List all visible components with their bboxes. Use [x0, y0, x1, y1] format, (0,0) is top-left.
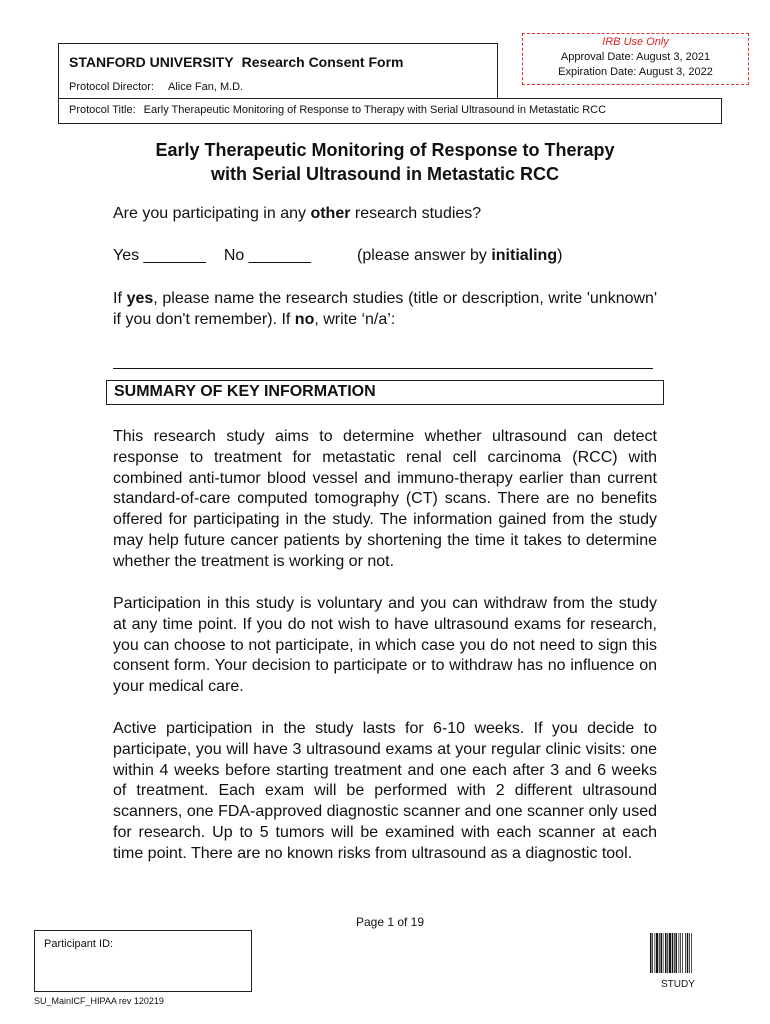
participant-id-box[interactable]	[34, 930, 252, 992]
barcode-bar	[659, 933, 660, 973]
no-initial-field[interactable]: No _______	[223, 247, 312, 264]
barcode-bar	[679, 933, 680, 973]
note-emphasis: initialing	[491, 247, 558, 264]
question-emphasis: other	[310, 205, 351, 222]
barcode-bar	[655, 933, 656, 973]
question-text: Are you participating in any	[113, 205, 311, 222]
instr-yes: yes	[126, 290, 154, 307]
protocol-title-label: Protocol Title:	[69, 104, 136, 116]
barcode-bar	[691, 933, 692, 973]
note-text: (please answer by	[357, 247, 492, 264]
barcode-bar	[676, 933, 678, 973]
document-title	[60, 138, 710, 186]
barcode-bar	[680, 933, 681, 973]
summary-heading: SUMMARY OF KEY INFORMATION	[106, 380, 664, 405]
initialing-note	[357, 247, 562, 264]
barcode-bar	[663, 933, 664, 973]
barcode-bar	[667, 933, 668, 973]
header-box	[58, 43, 498, 99]
barcode-bar	[665, 933, 667, 973]
barcode-bar	[687, 933, 689, 973]
answer-blank-line[interactable]	[113, 368, 653, 369]
protocol-director-line	[69, 81, 243, 93]
university-name: STANFORD UNIVERSITY	[69, 54, 234, 70]
instr-text-2: , please name the research studies (title or description, write 'unknown' if you don't remember). If	[113, 290, 657, 328]
barcode-bar	[650, 933, 652, 973]
director-name: Alice Fan, M.D.	[167, 81, 244, 93]
if-yes-instructions	[113, 289, 657, 331]
barcode-bar	[652, 933, 653, 973]
yes-initial-field[interactable]: Yes _______	[113, 247, 206, 264]
barcode-bar	[685, 933, 686, 973]
irb-expiration-date: Expiration Date: August 3, 2022	[558, 66, 713, 78]
barcode-bar	[669, 933, 671, 973]
note-text-end: )	[557, 247, 563, 264]
barcode-bar	[672, 933, 674, 973]
yes-no-row	[113, 246, 562, 267]
other-studies-question	[113, 204, 481, 225]
summary-paragraph-1: This research study aims to determine whether ultrasound can detect response to treatment for metastatic renal cell carcinoma (RCC) with combined anti-tumor blood vessel and immuno-therapy earlier than current standard-of-care computed tomography (CT) scans. There are no benefits offered for participating in the study. The information gained from the study may help future cancer patients by shortening the time it takes to determine whether the treatment is working or not.	[113, 428, 657, 570]
irb-approval-date: Approval Date: August 3, 2021	[560, 51, 711, 63]
protocol-title-row	[58, 98, 722, 124]
summary-paragraph-2: Participation in this study is voluntary and you can withdraw from the study at any time point. If you do not wish to have ultrasound exams for research, you can choose to not participate, in which case you do not need to sign this consent form. Your decision to participate or to withdraw has no influence on your medical care.	[113, 595, 657, 696]
director-label: Protocol Director:	[69, 81, 154, 93]
participant-id-label: Participant ID:	[44, 938, 114, 950]
document-title-line2: with Serial Ultrasound in Metastatic RCC	[210, 164, 560, 184]
irb-heading: IRB Use Only	[602, 36, 669, 48]
barcode-bar	[674, 933, 675, 973]
form-name: Research Consent Form	[241, 54, 404, 70]
instr-no: no	[294, 310, 315, 328]
page-number: Page 1 of 19	[355, 915, 425, 929]
study-label: STUDY	[661, 979, 695, 990]
form-revision-code: SU_MainICF_HIPAA rev 120219	[34, 996, 164, 1006]
question-text-end: research studies?	[350, 205, 482, 222]
summary-paragraph-3: Active participation in the study lasts for 6-10 weeks. If you decide to participate, you will have 3 ultrasound exams at your regular clinic visits: one within 4 weeks before starting treatment and one each after 3 and 6 weeks of treatment. Each exam will be performed with 2 different ultrasound scanners, one FDA-approved diagnostic scanner and one scanner only used for research. Up to 5 tumors will be examined with each scanner at each time point. There are no known risks from ultrasound as a diagnostic tool.	[113, 720, 657, 862]
barcode-bar	[661, 933, 663, 973]
barcode-bar	[656, 933, 658, 973]
header-university-line	[69, 54, 403, 70]
irb-stamp	[522, 33, 749, 85]
instr-text-1: If	[113, 290, 127, 307]
barcode-bar	[689, 933, 690, 973]
document-title-line1: Early Therapeutic Monitoring of Response to Therapy	[155, 140, 615, 160]
protocol-title-value: Early Therapeutic Monitoring of Response to Therapy with Serial Ultrasound in Metastatic RCC	[143, 104, 607, 116]
instr-text-3: , write ‘n/a’:	[314, 310, 396, 328]
barcode-bar	[682, 933, 683, 973]
barcode-image	[650, 933, 708, 973]
